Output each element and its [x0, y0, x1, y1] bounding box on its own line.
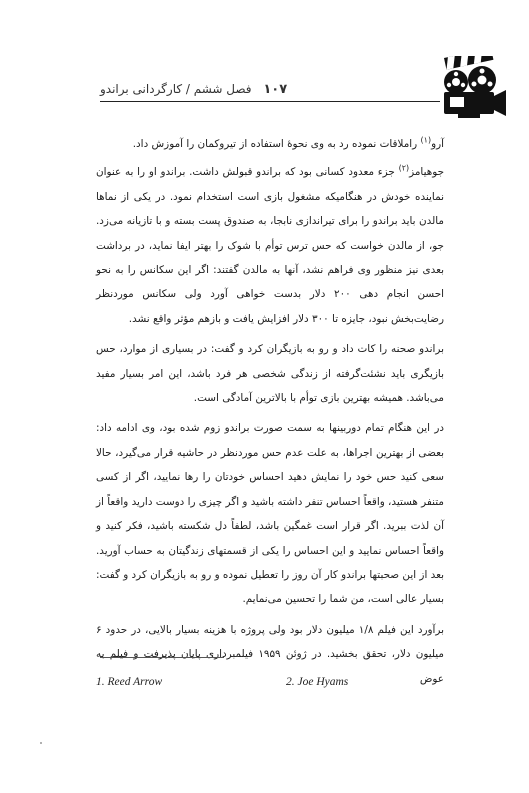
paragraph: جوهیامز$^{(۲)}$ جزء معدود کسانی بود که براندو قبولش داشت. براندو او را به عنوان نماینده خودش در هنگامیکه مشغول بازی است استخدام نمود. در یکی از نماها مالدن باید براندو را برای تیراندازی نابجا، به صندوق پست بسته و با تازیانه می‌زد. جو، از مالدن خواست که حس ترس توأم با شوک را بهتر ایفا نماید، در برداشت بعدی نیز منظور وی فراهم نشد، آنها به مالدن گفتند: اگر این سکانس را به نحو احسن انجام دهی ۲۰۰ دلار بدست خواهی آورد ولی سکانس موردنظر رضایت‌بخش نبود، جایزه تا ۳۰۰ دلار افزایش یافت و بازهم مؤثر واقع نشد.: [96, 163, 445, 325]
paragraph: آرو$^{(۱)}$ راملاقات نموده رد به وی نحوهٔ استفاده از تیروکمان را آموزش داد.: [132, 135, 444, 150]
header-rule: [100, 101, 440, 102]
paragraph: براندو صحنه را کات داد و رو به بازیگران کرد و گفت: در بسیاری از موارد، حس بازیگری باید نشئت‌گرفته از زندگی شخصی هر فرد باشد، این امر بسیار مفید می‌باشد. همیشه بهترین بازی توأم با بالاترین آمادگی است.: [96, 343, 444, 405]
paragraph: در این هنگام تمام دوربینها به سمت صورت براندو زوم شده بود، وی ادامه داد: بعضی از بهترین اجراها، به علت عدم حس موردنظر در حاشیه قرار می‌گیرد، حالا سعی کنید حس خود را نمایش دهید احساس خودتان را رها نمایید، اگر از کسی متنفر هستید، واقعاً احساس تنفر داشته باشید و اگر چیزی را دوست دارید واقعاً از آن لذت ببرید. اگر قرار است غمگین باشد، لطفاً دل شکسته باشید، فکر کنید و واقعاً احساس نمایید و این احساس را یکی از قسمتهای زندگیتان به حساب آورید. بعد از این صحبتها براندو کار آن روز را تعطیل نموده و رو به بازیگران کرد و گفت: بسیار عالی است، من شما را تحسین می‌نمایم.: [96, 422, 444, 606]
film-camera-icon: [438, 56, 508, 120]
body-text: [96, 132, 444, 695]
footnote-2: 2. Joe Hyams: [286, 676, 349, 688]
chapter-title: فصل ششم / کارگردانی براندو: [100, 82, 252, 96]
footnote-1: 1. Reed Arrow: [96, 676, 163, 688]
running-header: [100, 82, 430, 97]
footnote-rule: [100, 657, 224, 658]
footnote-marker: (۱): [420, 135, 432, 145]
scan-speck: [40, 742, 42, 744]
page-number: ۱۰۷: [263, 82, 288, 97]
footnote-marker: (۲): [398, 163, 410, 173]
paragraph: برآورد این فیلم ۱/۸ میلیون دلار بود ولی پروژه با هزینه بسیار بالایی، در حدود ۶ میلیون دلار، تحقق بخشید. در ژوئن ۱۹۵۹ فیلمبرداری پایان پذیرفت و فیلم به عوض: [96, 623, 444, 685]
